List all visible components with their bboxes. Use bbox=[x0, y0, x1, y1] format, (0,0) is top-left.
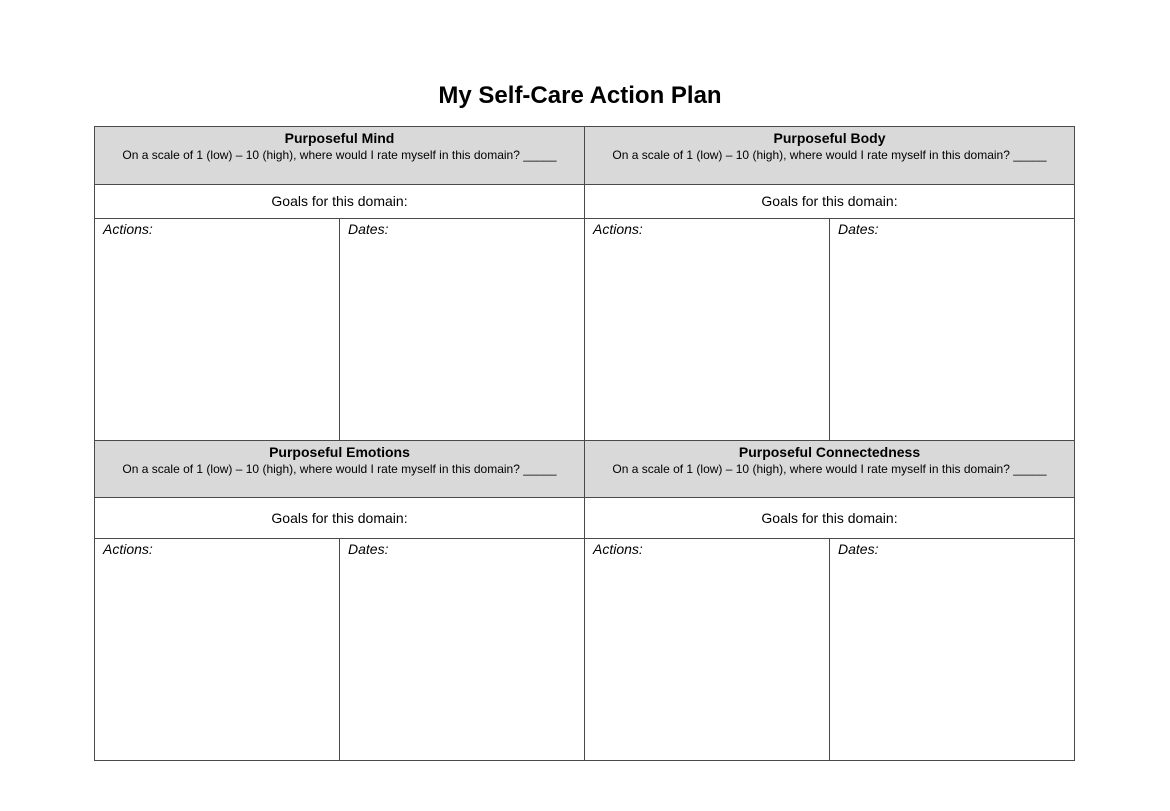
domain-connectedness bbox=[585, 441, 1074, 760]
dates-cell: Dates: bbox=[838, 541, 879, 557]
actions-dates-area bbox=[585, 219, 1074, 440]
domain-title: Purposeful Connectedness bbox=[738, 444, 921, 460]
dates-cell: Dates: bbox=[348, 221, 389, 237]
rating-prompt: On a scale of 1 (low) – 10 (high), where would I rate myself in this domain? _____ bbox=[122, 148, 557, 162]
dates-cell: Dates: bbox=[838, 221, 879, 237]
domain-title: Purposeful Body bbox=[773, 130, 886, 146]
goals-row: Goals for this domain: bbox=[95, 498, 584, 539]
domain-header bbox=[585, 127, 1074, 185]
goals-row: Goals for this domain: bbox=[95, 185, 584, 219]
actions-dates-area bbox=[585, 539, 1074, 760]
domain-body bbox=[585, 127, 1074, 440]
actions-dates-area bbox=[95, 219, 584, 440]
domain-title: Purposeful Mind bbox=[284, 130, 395, 146]
goals-row: Goals for this domain: bbox=[585, 498, 1074, 539]
actions-cell: Actions: bbox=[95, 539, 340, 760]
domain-header bbox=[95, 441, 584, 498]
rating-prompt: On a scale of 1 (low) – 10 (high), where would I rate myself in this domain? _____ bbox=[612, 148, 1047, 162]
rating-prompt: On a scale of 1 (low) – 10 (high), where would I rate myself in this domain? _____ bbox=[612, 462, 1047, 476]
dates-cell: Dates: bbox=[348, 541, 389, 557]
domain-mind bbox=[95, 127, 584, 440]
actions-cell: Actions: bbox=[585, 219, 830, 440]
action-plan-grid bbox=[94, 126, 1075, 761]
actions-cell: Actions: bbox=[585, 539, 830, 760]
goals-row: Goals for this domain: bbox=[585, 185, 1074, 219]
domain-header bbox=[585, 441, 1074, 498]
domain-header bbox=[95, 127, 584, 185]
rating-prompt: On a scale of 1 (low) – 10 (high), where would I rate myself in this domain? _____ bbox=[122, 462, 557, 476]
domain-emotions bbox=[95, 441, 584, 760]
page-title: My Self-Care Action Plan bbox=[438, 82, 722, 109]
actions-cell: Actions: bbox=[95, 219, 340, 440]
actions-dates-area bbox=[95, 539, 584, 760]
horizontal-divider bbox=[95, 440, 1074, 441]
vertical-divider bbox=[584, 127, 585, 760]
domain-title: Purposeful Emotions bbox=[269, 444, 410, 460]
